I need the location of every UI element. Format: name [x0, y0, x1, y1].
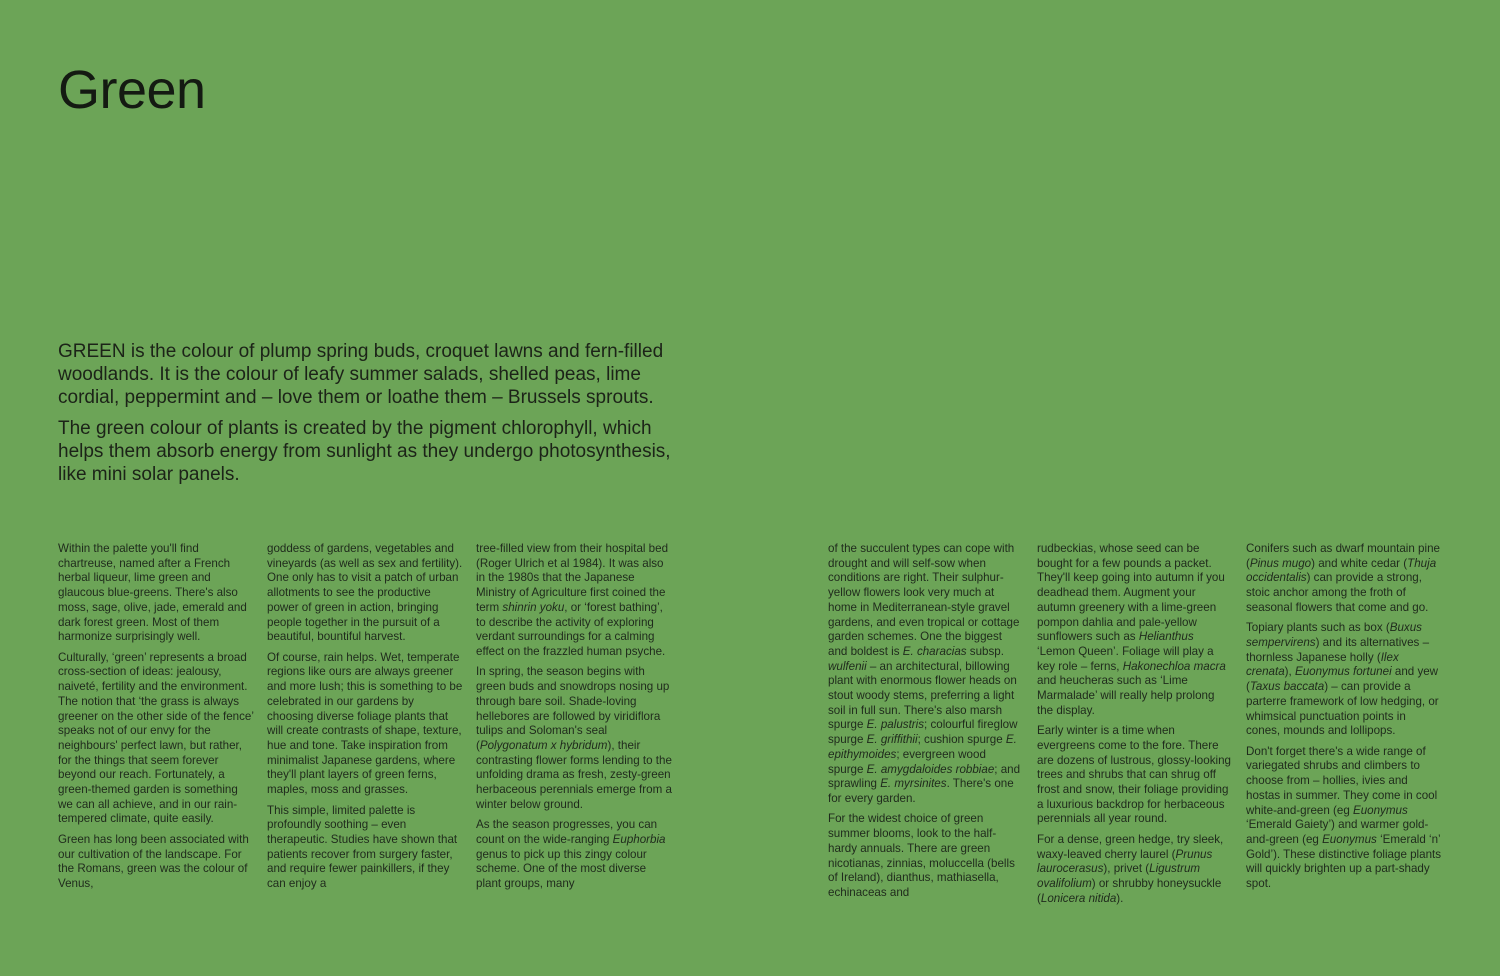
- body-column-4: [828, 542, 1024, 906]
- body-paragraph: tree-filled view from their hospital bed (Roger Ulrich et al 1984). It was also in the 1980s that the Japanese Ministry of Agriculture first coined the term shinrin yoku, or ‘forest bathing’, to describe the activity of exploring verdant surroundings for a calming effect on the frazzled human psyche.: [476, 542, 669, 658]
- body-paragraph: Of course, rain helps. Wet, temperate regions like ours are always greener and more lush; this is something to be celebrated in our gardens by choosing diverse foliage plants that will create contrasts of shape, texture, hue and tone. Take inspiration from minimalist Japanese gardens, where they'll plant layers of green ferns, maples, moss and grasses.: [267, 650, 463, 797]
- body-paragraph: goddess of gardens, vegetables and vineyards (as well as sex and fertility). One only has to visit a patch of urban allotments to see the productive power of green in action, bringing people together in the pursuit of a beautiful, bountiful harvest.: [267, 542, 463, 644]
- body-paragraph: For the widest choice of green summer blooms, look to the half-hardy annuals. There are green nicotianas, zinnias, moluccella (bells of Ireland), dianthus, mathiasella, echinaceas and: [828, 812, 1015, 899]
- body-column-3: [476, 542, 672, 898]
- body-column-5: [1037, 542, 1233, 912]
- intro-paragraph: The green colour of plants is created by the pigment chlorophyll, which helps them absorb energy from sunlight as they undergo photosynthesis, like mini solar panels.: [58, 418, 671, 485]
- body-paragraph: This simple, limited palette is profoundly soothing – even therapeutic. Studies have shown that patients recover from surgery faster, and require fewer painkillers, if they can enjoy a: [267, 803, 458, 891]
- body-paragraph: Conifers such as dwarf mountain pine (Pinus mugo) and white cedar (Thuja occidentalis) can provide a strong, stoic anchor among the froth of seasonal flowers that come and go.: [1246, 542, 1440, 614]
- intro-text: [58, 340, 673, 494]
- page-title: Green: [58, 60, 206, 120]
- body-paragraph: Green has long been associated with our cultivation of the landscape. For the Romans, green was the colour of Venus,: [58, 832, 249, 891]
- body-paragraph: rudbeckias, whose seed can be bought for a few pounds a packet. They'll keep going into autumn if you deadhead them. Augment your autumn greenery with a lime-green pompon dahlia and pale-yellow sunflowers such as Helianthus ‘Lemon Queen’. Foliage will play a key role – ferns, Hakonechloa macra and heucheras such as ‘Lime Marmalade’ will really help prolong the display.: [1037, 542, 1226, 717]
- intro-paragraph: GREEN is the colour of plump spring buds, croquet lawns and fern-filled woodlands. It is the colour of leafy summer salads, shelled peas, lime cordial, peppermint and – love them or loathe them – Brussels sprouts.: [58, 341, 664, 408]
- body-column-6: [1246, 542, 1442, 898]
- body-paragraph: Early winter is a time when evergreens come to the fore. There are dozens of lustrous, glossy-looking trees and shrubs that can shrug off frost and snow, their foliage providing a luxurious backdrop for herbaceous perennials all year round.: [1037, 724, 1231, 826]
- body-paragraph: Within the palette you'll find chartreuse, named after a French herbal liqueur, lime green and glaucous blue-greens. There's also moss, sage, olive, jade, emerald and dark forest green. Most of them harmonize surprisingly well.: [58, 542, 247, 644]
- body-paragraph: Topiary plants such as box (Buxus sempervirens) and its alternatives – thornless Japanese holly (Ilex crenata), Euonymus fortunei and yew (Taxus baccata) – can provide a parterre framework of low hedging, or whimsical punctuation points in cones, mounds and lollipops.: [1246, 621, 1439, 738]
- body-paragraph: of the succulent types can cope with drought and will self-sow when conditions are right. Their sulphur-yellow flowers look very much at home in Mediterranean-style gravel gardens, and even tropical or cottage garden schemes. One the biggest and boldest is E. characias subsp. wulfenii – an architectural, billowing plant with enormous flower heads on stout woody stems, preferring a light soil in full sun. There's also marsh spurge E. palustris; colourful fireglow spurge E. griffithii; cushion spurge E. epithymoides; evergreen wood spurge E. amygdaloides robbiae; and sprawling E. myrsinites. There's one for every garden.: [828, 542, 1021, 805]
- body-paragraph: In spring, the season begins with green buds and snowdrops nosing up through bare soil. Shade-loving hellebores are followed by viridiflora tulips and Soloman's seal (Polygonatum x hybridum), their contrasting flower forms lending to the unfolding drama as fresh, zesty-green herbaceous perennials emerge from a winter below ground.: [476, 665, 672, 811]
- body-column-2: [267, 542, 463, 898]
- body-paragraph: Culturally, ‘green’ represents a broad cross-section of ideas: jealousy, naiveté, fertility and the environment. The notion that ‘the grass is always greener on the other side of the fence’ speaks not of our envy for the neighbours' perfect lawn, but rather, for the things that seem forever beyond our reach. Fortunately, a green-themed garden is something we can all achieve, and in our rain-tempered climate, quite easily.: [58, 650, 254, 826]
- body-paragraph: As the season progresses, you can count on the wide-ranging Euphorbia genus to pick up this zingy colour scheme. One of the most diverse plant groups, many: [476, 818, 666, 891]
- body-paragraph: Don't forget there's a wide range of variegated shrubs and climbers to choose from – hollies, ivies and hostas in summer. They come in cool white-and-green (eg Euonymus ‘Emerald Gaiety’) and warmer gold-and-green (eg Euonymus ‘Emerald ‘n’ Gold’). These distinctive foliage plants will quickly brighten up a part-shady spot.: [1246, 744, 1442, 891]
- body-column-1: [58, 542, 254, 898]
- body-paragraph: For a dense, green hedge, try sleek, waxy-leaved cherry laurel (Prunus laurocerasus), privet (Ligustrum ovalifolium) or shrubby honeysuckle (Lonicera nitida).: [1037, 832, 1224, 905]
